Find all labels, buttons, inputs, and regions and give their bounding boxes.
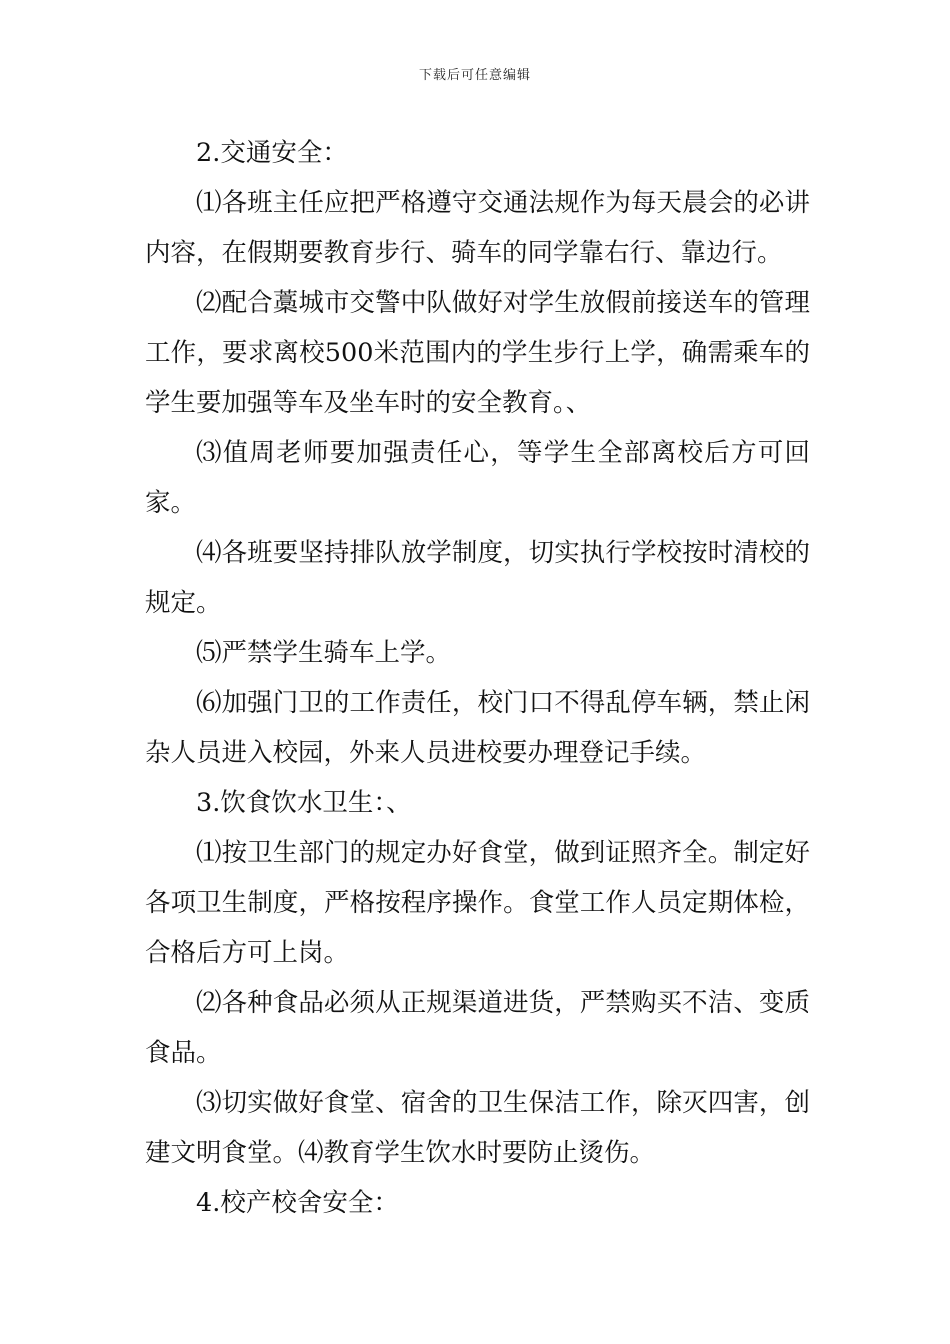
section-heading-property: 4.校产校舍安全： [196, 1188, 399, 1218]
section-heading-food: 3.饮食饮水卫生：、 [196, 788, 412, 818]
section-heading-traffic: 2.交通安全： [196, 138, 348, 168]
paragraph: ⑴各班主任应把严格遵守交通法规作为每天晨会的必讲内容，在假期要教育步行、骑车的同学靠右行、靠边行。 [145, 188, 810, 268]
paragraph: ⑴按卫生部门的规定办好食堂，做到证照齐全。制定好各项卫生制度，严格按程序操作。食堂工作人员定期体检，合格后方可上岗。 [145, 838, 810, 968]
paragraph: ⑶值周老师要加强责任心，等学生全部离校后方可回家。 [145, 438, 810, 518]
document-body [145, 128, 810, 1228]
paragraph: ⑹加强门卫的工作责任，校门口不得乱停车辆，禁止闲杂人员进入校园，外来人员进校要办理登记手续。 [145, 688, 810, 768]
page-header: 下载后可任意编辑 [418, 68, 531, 83]
paragraph: ⑷各班要坚持排队放学制度，切实执行学校按时清校的规定。 [145, 538, 810, 618]
paragraph: ⑵配合藁城市交警中队做好对学生放假前接送车的管理工作，要求离校500米范围内的学生步行上学，确需乘车的学生要加强等车及坐车时的安全教育。、 [145, 288, 810, 418]
paragraph: ⑵各种食品必须从正规渠道进货，严禁购买不洁、变质食品。 [145, 988, 810, 1068]
paragraph: ⑸严禁学生骑车上学。 [196, 638, 452, 668]
paragraph: ⑶切实做好食堂、宿舍的卫生保洁工作，除灭四害，创建文明食堂。⑷教育学生饮水时要防止烫伤。 [145, 1088, 810, 1168]
